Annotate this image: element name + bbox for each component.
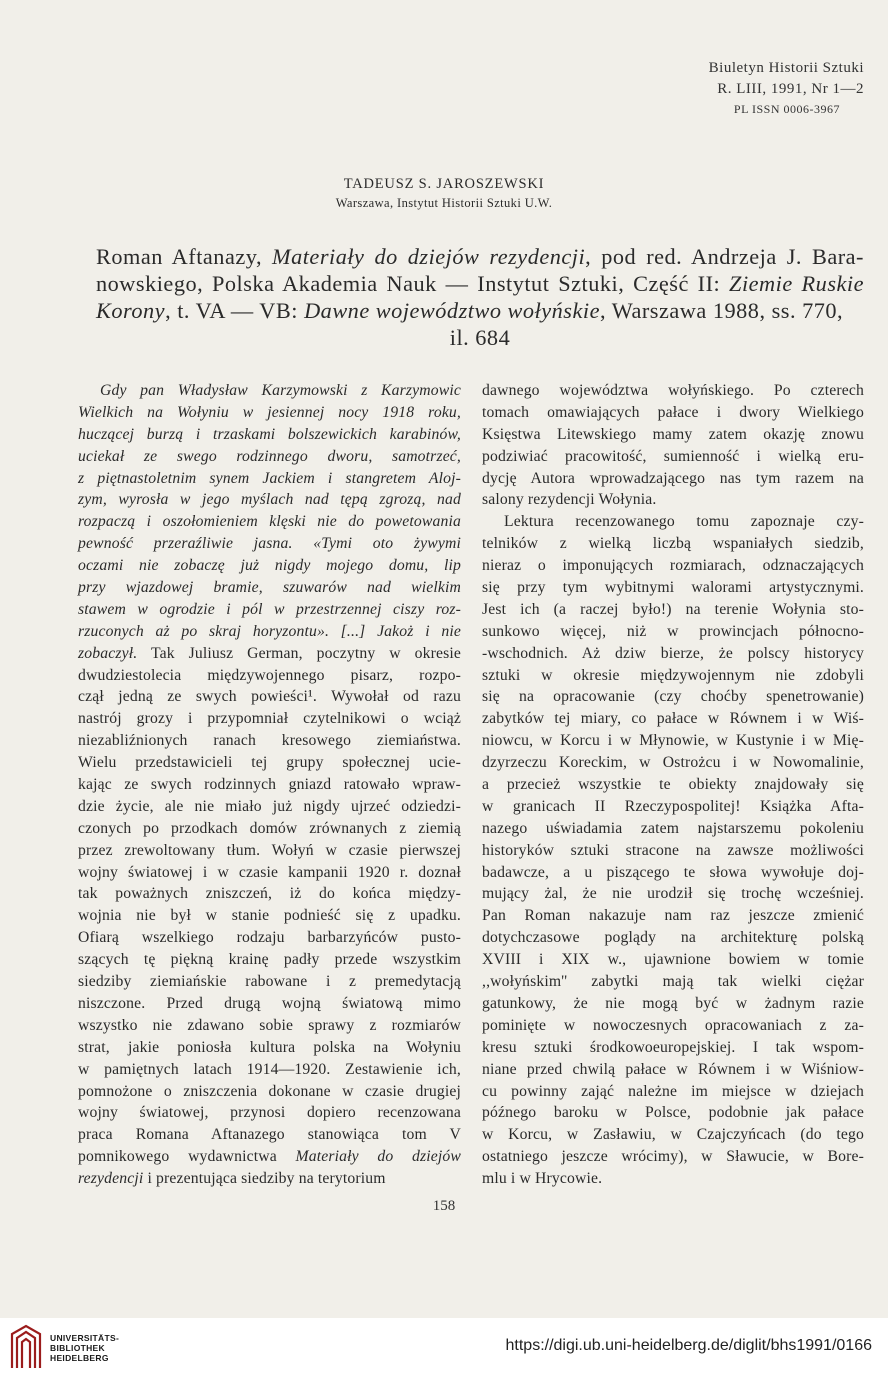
text-line: sztuki w okresie międzywojennym nie zdobyli [482, 666, 864, 684]
text-line: mlu i w Hrycowie. [482, 1170, 603, 1188]
text-line: oczami nie zobaczę już nigdy mojego domu, lip [78, 557, 461, 575]
title-line: il. 684 [449, 325, 511, 350]
right-text-column [482, 380, 864, 1190]
left-text-column [78, 380, 461, 1190]
text-line: się na opracowanie (czy choćby spenetrowanie) [482, 688, 864, 706]
text-line: mujący żal, że nie urodził się trochę wcześniej. [482, 885, 864, 903]
text-line: dycję Autora wprowadzającego nas tym razem na [482, 469, 864, 487]
title-line: Roman Aftanazy, Materiały do dziejów rezydencji, pod red. Andrzeja J. Bara- [96, 244, 864, 269]
text-line: salony rezydencji Wołynia. [482, 491, 657, 509]
text-line: a przecież wszystkie te obiekty znajdowały się [482, 776, 864, 794]
text-line: przez zrewoltowany tłum. Wołyń w czasie pierwszej [78, 841, 461, 859]
text-line: niezabliźnionych ranach kresowego ziemiaństwa. [78, 732, 461, 750]
text-line: stawem w ogrodzie i pól w przestrzennej ciszy roz- [78, 600, 461, 618]
text-line: rezydencji i prezentująca siedziby na terytorium [78, 1170, 386, 1188]
text-line: z piętnastoletnim synem Jackiem i stangretem Aloj- [78, 469, 461, 487]
text-line: -wschodnich. Aż dziw bierze, że polscy historycy [482, 644, 864, 662]
text-line: Ofiarą wszelkiego rodzaju barbarzyńców pusto- [78, 929, 461, 947]
text-line: pewność przeraźliwie jasna. «Tymi oto żywymi [78, 535, 461, 553]
library-logo-text [50, 1333, 119, 1363]
text-line: tomach omawiających pałace i dwory Wielkiego [482, 403, 864, 421]
title-line: nowskiego, Polska Akademia Nauk — Instytut Sztuki, Część II: Ziemie Ruskie [96, 271, 864, 296]
text-line: niowcu, w Korcu i w Młynowie, w Kustynie i w Mię- [482, 732, 864, 750]
university-library-logo-icon [10, 1324, 42, 1370]
text-line: w Korcu, w Zasławiu, w Czajczyńcach (do tego [482, 1126, 864, 1144]
text-line: w pamiętnych latach 1914—1920. Zestawienie ich, [78, 1060, 461, 1078]
library-footer [0, 1318, 888, 1376]
journal-name: Biuletyn Historii Sztuki [708, 60, 864, 76]
text-line: strat, jakie poniosła kultura polska na Wołyniu [78, 1038, 461, 1056]
text-line: historyków sztuki stracone na zawsze możliwości [482, 841, 864, 859]
logo-text-line: UNIVERSITÄTS- [50, 1333, 120, 1343]
journal-issn: PL ISSN 0006-3967 [733, 102, 840, 116]
text-line: sunkowo więcej, niż w prowincjach północno- [482, 622, 864, 640]
text-line: podziwiać pracowitość, sumienność i wielką eru- [482, 447, 864, 465]
text-line: dzie życie, ale nie miało już nigdy ujrzeć odziedzi- [78, 797, 461, 815]
text-line: siedziby ziemiańskie rabowane i z premedytacją [78, 973, 461, 991]
text-line: XVIII i XIX w., ujawnione bowiem w tomie [482, 951, 864, 969]
text-line: zobaczył. Tak Juliusz German, poczytny w okresie [78, 644, 461, 662]
text-line: uciekał ze swego rodzinnego dworu, samotrzeć, [78, 447, 461, 465]
text-line: wojny światowej i w czasie kampanii 1920 r. doznał [78, 863, 461, 881]
text-line: pominięte w nowoczesnych opracowaniach z za- [482, 1016, 864, 1034]
text-line: rzuconych aż po skraj horyzontu». [...] Jakoż i nie [78, 622, 461, 640]
text-line: nazego uświadamia zatem najstarszemu pokoleniu [482, 819, 864, 837]
text-line: czął jedną ze swych powieści¹. Wywołał od razu [78, 688, 461, 706]
text-line: w granicach II Rzeczypospolitej! Książka Afta- [482, 797, 864, 815]
text-line: Wielkich na Wołyniu w jesiennej nocy 1918 roku, [78, 403, 461, 421]
text-line: późnego baroku w Polsce, podobnie jak pałace [482, 1104, 864, 1122]
permalink-url[interactable]: https://digi.ub.uni-heidelberg.de/diglit/bhs1991/0166 [505, 1337, 872, 1354]
text-line: wojnia nie był w stanie podnieść się z upadku. [78, 907, 461, 925]
text-line: dwudziestolecia międzywojennego pisarz, rozpo- [78, 666, 461, 684]
text-line: czonych po przodkach domów zrównanych z ziemią [78, 819, 461, 837]
logo-text-line: HEIDELBERG [50, 1353, 109, 1363]
text-line: kając ze swych rodzinnych gniazd ratowało wpraw- [78, 776, 461, 794]
text-line: przy wjazdowej bramie, szuwarów nad wielkim [78, 579, 461, 597]
journal-header [709, 58, 864, 118]
text-line: zym, wyrosła w jego myślach nad tępą zgrozą, nad [78, 491, 461, 509]
text-line: nieraz o imponujących rozmiarach, odznaczających [482, 557, 864, 575]
text-line: wszystko nie zdawano sobie sprawy z rozmiarów [78, 1016, 461, 1034]
review-title [96, 243, 864, 351]
text-line: wojny światowej, przynosi dopiero recenzowana [78, 1104, 461, 1122]
text-line: Wielu przedstawicieli tej grupy społecznej ucie- [78, 754, 461, 772]
author-name: TADEUSZ S. JAROSZEWSKI [343, 176, 545, 192]
text-line: ,,wołyńskim'' zabytki mają tak wielki ciężar [482, 973, 864, 991]
text-line: pomnikowego wydawnictwa Materiały do dziejów [78, 1148, 461, 1166]
text-line: cu powinny zająć należne im miejsce w dziejach [482, 1082, 864, 1100]
text-line: Księstwa Litewskiego mamy zatem okazję znowu [482, 425, 864, 443]
text-line: telników z wielką liczbą wspaniałych siedzib, [482, 535, 864, 553]
text-line: dawnego województwa wołyńskiego. Po czterech [482, 382, 864, 399]
text-line: niane przed chwilą pałace w Równem i w Wiśniow- [482, 1060, 864, 1078]
text-line: dzyrzeczu Koreckim, w Ostrożcu i w Nowomalinie, [482, 754, 864, 772]
text-line: ostatniego jeszcze wrócimy), w Sławucie, w Bore- [482, 1148, 864, 1166]
page-number: 158 [432, 1198, 456, 1214]
author-affiliation: Warszawa, Instytut Historii Sztuki U.W. [335, 196, 553, 210]
text-line: dotychczasowe poglądy na architekturę polską [482, 929, 864, 947]
text-line: praca Romana Aftanazego stanowiąca tom V [78, 1126, 461, 1144]
journal-volume: R. LIII, 1991, Nr 1—2 [717, 81, 864, 97]
text-line: rozpaczą i oszołomieniem klęski nie do powetowania [78, 513, 461, 531]
text-line: szących tę piękną krainę padły przede wszystkim [78, 951, 461, 969]
text-line: gatunkowy, że nie mogą być w żadnym razie [482, 994, 864, 1012]
text-line: Gdy pan Władysław Karzymowski z Karzymowic [100, 382, 461, 399]
text-line: Lektura recenzowanego tomu zapoznaje czy- [504, 513, 864, 531]
text-line: Pan Roman nakazuje nam raz jeszcze zmienić [482, 907, 864, 925]
text-line: pomnożone o zniszczenia dokonane w czasie drugiej [78, 1082, 461, 1100]
logo-text-line: BIBLIOTHEK [50, 1343, 105, 1353]
text-line: zabytków tej miary, co pałace w Równem i w Wiś- [482, 710, 864, 728]
text-line: się przy tym wybitnymi walorami artystycznymi. [482, 579, 864, 597]
text-line: tak poważnych zniszczeń, iż do końca między- [78, 885, 461, 903]
text-line: kresu sztuki środkowoeuropejskiej. I tak wspom- [482, 1038, 864, 1056]
title-line: Korony, t. VA — VB: Dawne województwo wołyńskie, Warszawa 1988, ss. 770, [96, 298, 844, 323]
text-line: badawcze, a u piszącego te słowa wywołuje doj- [482, 863, 864, 881]
text-line: huczącej burzą i trzaskami bolszewickich karabinów, [78, 425, 461, 443]
text-line: niszczone. Przed drugą wojną światową mimo [78, 994, 461, 1012]
text-line: nastrój grozy i przypomniał czytelnikowi o wciąż [78, 710, 461, 728]
text-line: Jest ich (a raczej było!) na terenie Wołynia sto- [482, 600, 864, 618]
